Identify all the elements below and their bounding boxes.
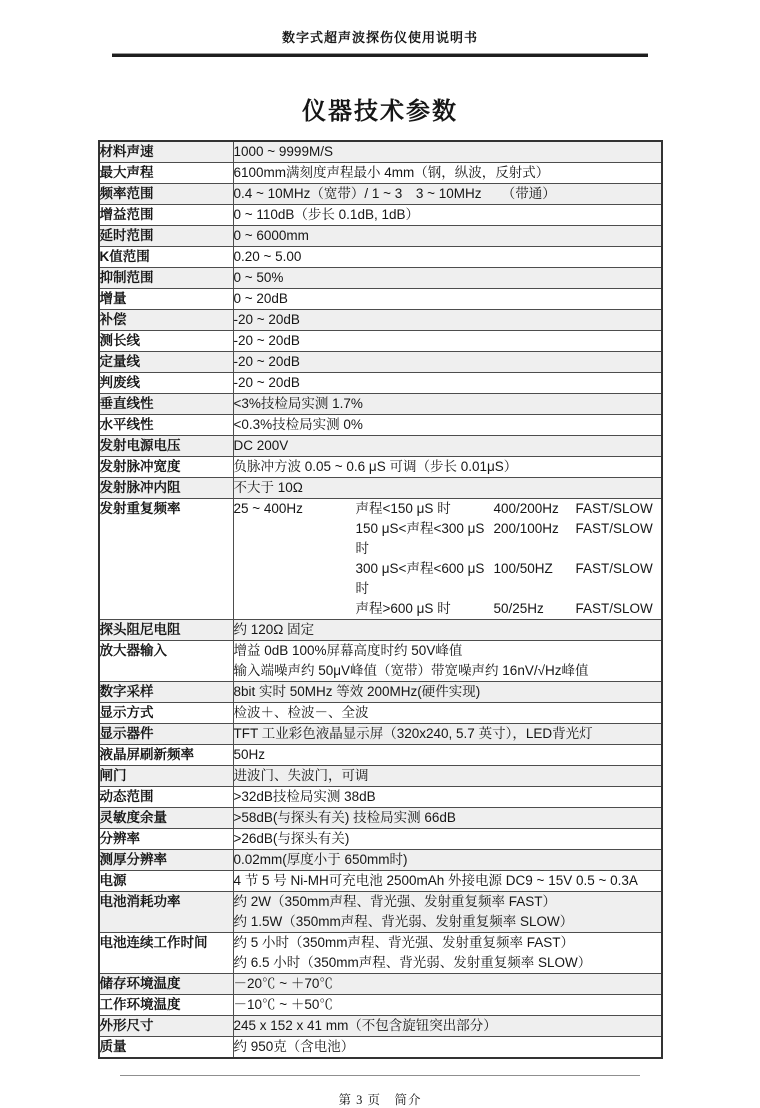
table-row [99,892,662,933]
footer-rule [120,1075,640,1076]
param-label: 材料声速 [99,141,234,163]
param-label: K值范围 [99,247,234,268]
table-row [99,457,662,478]
param-value [233,641,662,682]
param-label: 放大器输入 [99,641,234,682]
value-grid-cell: FAST/SLOW [575,601,653,616]
table-row [99,641,662,682]
value-grid-cell [234,519,356,559]
param-label: 灵敏度余量 [99,808,234,829]
param-label: 动态范围 [99,787,234,808]
param-value [233,892,662,933]
table-row [99,995,662,1016]
value-line: 0 ~ 20dB [233,291,288,306]
param-label: 闸门 [99,766,234,787]
param-label: 液晶屏刷新频率 [99,745,234,766]
value-line: 0.02mm(厚度小于 650mm时) [233,852,408,867]
value-line: TFT 工业彩色液晶显示屏（320x240, 5.7 英寸），LED背光灯 [233,726,593,741]
param-label: 发射脉冲宽度 [99,457,234,478]
param-value [233,682,662,703]
param-label: 探头阻尼电阻 [99,620,234,641]
param-label: 最大声程 [99,163,234,184]
value-grid-cell: 400/200Hz [493,501,559,516]
table-row [99,289,662,310]
table-row [99,1016,662,1037]
value-line: 约 1.5W（350mm声程、背光弱、发射重复频率 SLOW） [233,914,574,929]
table-row [99,394,662,415]
value-line: 进波门、失波门，可调 [233,768,369,783]
param-label: 判废线 [99,373,234,394]
value-grid-cell: 25 ~ 400Hz [233,501,303,516]
manual-title: 数字式超声波探伤仪使用说明书 [281,30,478,45]
value-grid-cell: FAST/SLOW [575,501,653,516]
table-row [99,310,662,331]
table-row [99,724,662,745]
value-line: 245 x 152 x 41 mm（不包含旋钮突出部分） [233,1018,497,1033]
table-row [99,787,662,808]
value-line: 4 节 5 号 Ni-MH可充电池 2500mAh 外接电源 DC9 ~ 15V 0.5 ~ 0.3A [233,873,638,888]
param-label: 水平线性 [99,415,234,436]
param-value [233,310,662,331]
value-line: 负脉冲方波 0.05 ~ 0.6 μS 可调（步长 0.01μS） [233,459,518,474]
param-value [233,745,662,766]
value-grid-cell [234,559,356,599]
spec-table-body [99,141,662,1058]
param-value [233,247,662,268]
value-line: －20℃ ~ ＋70℃ [233,976,333,991]
param-value [233,850,662,871]
value-line: 50Hz [233,747,266,762]
param-value [233,141,662,163]
table-row [99,703,662,724]
value-line: -20 ~ 20dB [233,354,300,369]
param-value [233,352,662,373]
table-row [99,205,662,226]
param-value [233,415,662,436]
value-line: 约 2W（350mm声程、背光强、发射重复频率 FAST） [233,894,557,909]
value-grid-cell [234,599,356,619]
param-value [233,1016,662,1037]
param-label: 增益范围 [99,205,234,226]
param-value [233,933,662,974]
param-label: 延时范围 [99,226,234,247]
table-row [99,620,662,641]
param-label: 电池消耗功率 [99,892,234,933]
value-grid-cell: FAST/SLOW [575,521,653,536]
param-label: 发射电源电压 [99,436,234,457]
value-grid-cell: 100/50HZ [493,561,553,576]
param-label: 显示方式 [99,703,234,724]
value-line: 检波＋、检波－、全波 [233,705,369,720]
param-value [233,331,662,352]
value-line: 0 ~ 110dB（步长 0.1dB, 1dB） [233,207,419,222]
param-label: 分辨率 [99,829,234,850]
table-row [99,331,662,352]
header-rule [112,53,648,57]
value-line: -20 ~ 20dB [233,375,300,390]
value-line: <0.3%技检局实测 0% [233,417,363,432]
param-label: 频率范围 [99,184,234,205]
value-line: <3%技检局实测 1.7% [233,396,363,411]
table-row [99,352,662,373]
param-value [233,829,662,850]
value-line: 输入端噪声约 50μV峰值（宽带）带宽噪声约 16nV/√Hz峰值 [233,663,589,678]
param-value [233,457,662,478]
table-row [99,499,662,620]
value-line: >32dB技检局实测 38dB [233,789,376,804]
param-label: 工作环境温度 [99,995,234,1016]
param-value [233,373,662,394]
value-line: 6100mm满刻度声程最小 4mm（钢，纵波，反射式） [233,165,550,180]
param-label: 储存环境温度 [99,974,234,995]
spec-table [98,140,663,1059]
value-line: 0.20 ~ 5.00 [233,249,302,264]
table-row [99,268,662,289]
table-row [99,163,662,184]
value-line: -20 ~ 20dB [233,312,300,327]
value-line: >26dB(与探头有关) [233,831,350,846]
value-line: 1000 ~ 9999M/S [233,144,333,159]
value-grid-cell: 声程>600 μS 时 [355,601,451,616]
table-row [99,933,662,974]
param-value [233,620,662,641]
value-grid-cell: 50/25Hz [493,601,544,616]
table-row [99,745,662,766]
value-grid-cell: 200/100Hz [493,521,559,536]
param-value [233,163,662,184]
param-value [233,995,662,1016]
param-label: 质量 [99,1037,234,1059]
value-line: －10℃ ~ ＋50℃ [233,997,333,1012]
param-value [233,766,662,787]
table-row [99,478,662,499]
param-value [233,268,662,289]
table-row [99,974,662,995]
param-value [233,289,662,310]
param-label: 增量 [99,289,234,310]
table-row [99,141,662,163]
table-row [99,682,662,703]
table-row [99,373,662,394]
param-value [233,974,662,995]
page-footer: 第 3 页 简介 [338,1093,422,1107]
param-label: 垂直线性 [99,394,234,415]
param-label: 定量线 [99,352,234,373]
param-value [233,436,662,457]
param-value [233,226,662,247]
param-value [233,205,662,226]
table-row [99,436,662,457]
param-value [233,478,662,499]
value-line: -20 ~ 20dB [233,333,300,348]
value-grid [234,499,661,619]
value-line: 0 ~ 6000mm [233,228,309,243]
table-row [99,808,662,829]
param-label: 测厚分辨率 [99,850,234,871]
param-value [233,808,662,829]
value-line: 8bit 实时 50MHz 等效 200MHz(硬件实现) [233,684,481,699]
value-grid-cell: 300 μS<声程<600 μS 时 [355,561,485,596]
param-label: 补偿 [99,310,234,331]
value-line: 约 5 小时（350mm声程、背光强、发射重复频率 FAST） [233,935,575,950]
param-value [233,499,662,620]
value-line: 约 6.5 小时（350mm声程、背光弱、发射重复频率 SLOW） [233,955,592,970]
value-line: >58dB(与探头有关) 技检局实测 66dB [233,810,456,825]
table-row [99,415,662,436]
param-value [233,787,662,808]
param-label: 抑制范围 [99,268,234,289]
value-line: 不大于 10Ω [233,480,303,495]
table-row [99,184,662,205]
param-label: 电源 [99,871,234,892]
param-value [233,394,662,415]
param-value [233,184,662,205]
table-row [99,1037,662,1059]
param-value [233,724,662,745]
table-row [99,226,662,247]
value-line: 约 120Ω 固定 [233,622,315,637]
value-grid-cell: FAST/SLOW [575,561,653,576]
table-row [99,766,662,787]
param-value [233,1037,662,1059]
table-row [99,850,662,871]
value-line: 增益 0dB 100%屏幕高度时约 50V峰值 [233,643,463,658]
param-label: 电池连续工作时间 [99,933,234,974]
param-label: 显示器件 [99,724,234,745]
param-value [233,871,662,892]
table-row [99,829,662,850]
param-label: 发射重复频率 [99,499,234,620]
value-line: 0 ~ 50% [233,270,284,285]
value-line: 约 950克（含电池） [233,1039,355,1054]
table-row [99,871,662,892]
value-line: DC 200V [233,438,289,453]
value-line: 0.4 ~ 10MHz（宽带）/ 1 ~ 3 3 ~ 10MHz （带通） [233,186,556,201]
page-title: 仪器技术参数 [302,98,458,125]
param-label: 外形尺寸 [99,1016,234,1037]
param-value [233,703,662,724]
value-grid-cell: 声程<150 μS 时 [355,501,451,516]
table-row [99,247,662,268]
value-grid-cell: 150 μS<声程<300 μS 时 [355,521,485,556]
param-label: 发射脉冲内阻 [99,478,234,499]
param-label: 数字采样 [99,682,234,703]
param-label: 测长线 [99,331,234,352]
